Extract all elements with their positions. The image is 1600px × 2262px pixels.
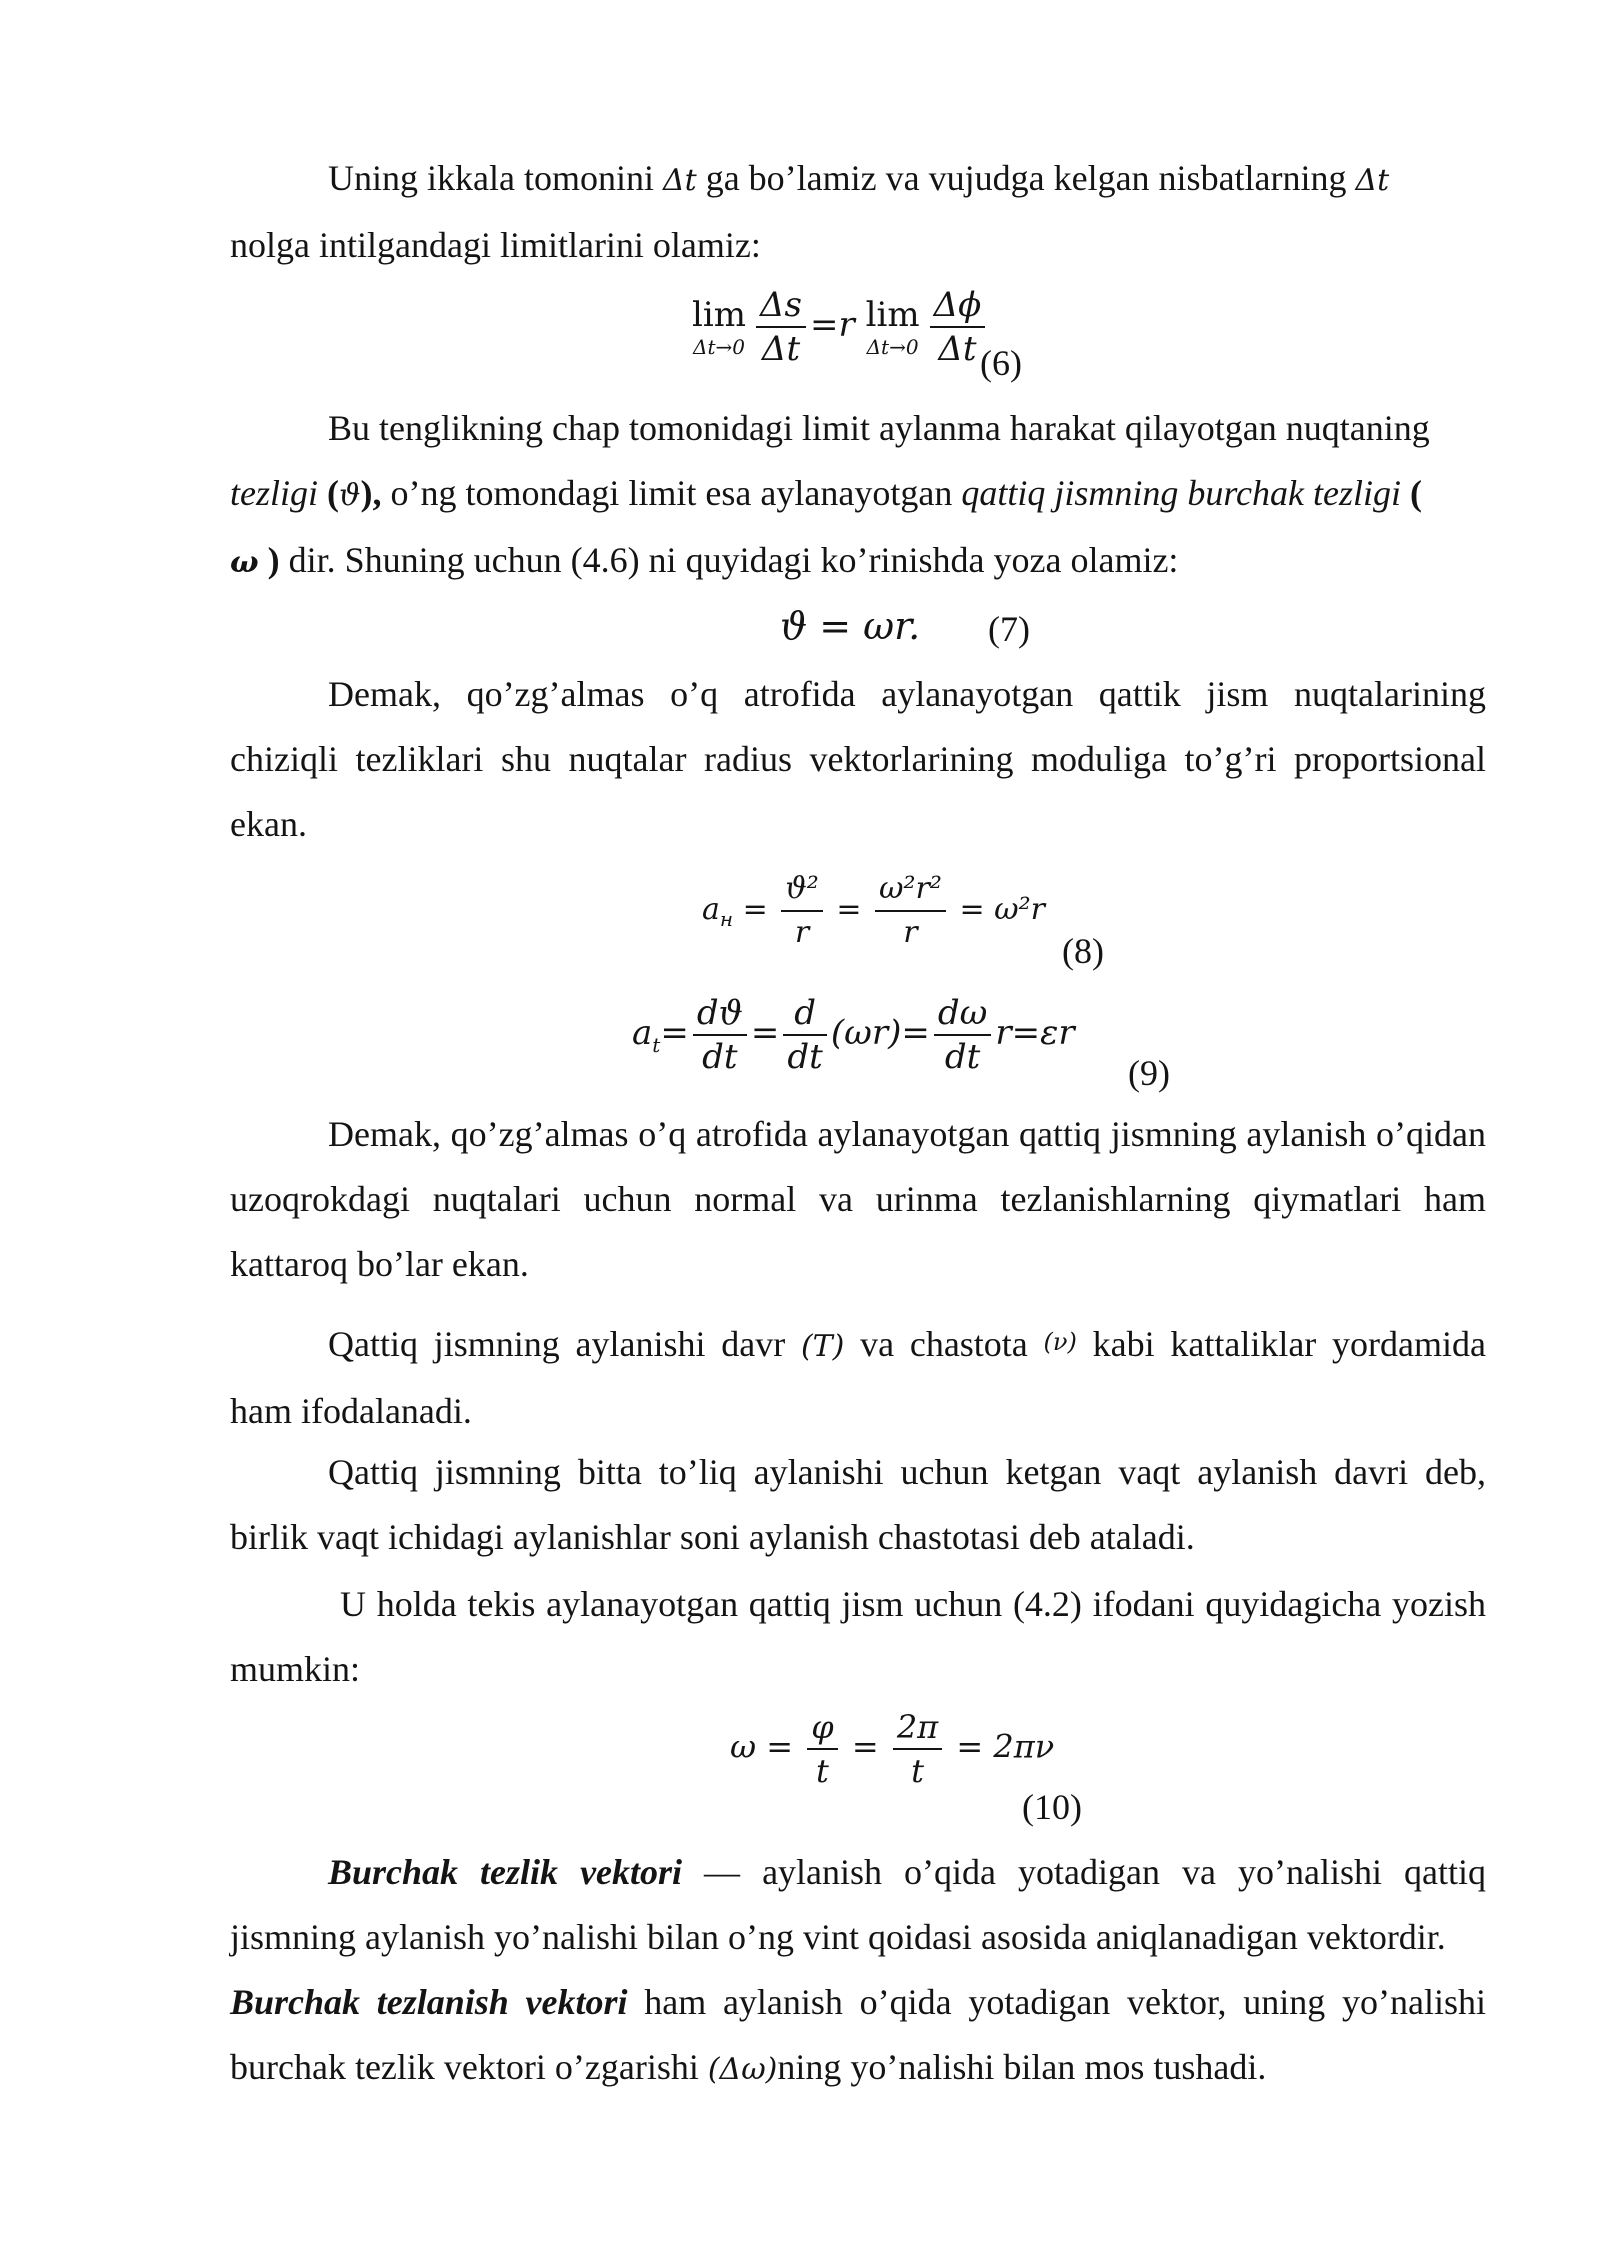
equation-text: = ω²r: [959, 892, 1045, 927]
text-span: Demak, qo’zg’almas o’q atrofida aylanayotgan qattik jism nuqtalarining chiziqli tezliklari shu nuqtalar radius vektorlarining moduliga to’g’ri proportsional ekan.: [230, 674, 1486, 844]
term-angular-velocity-vector: Burchak tezlik vektori: [328, 1852, 683, 1892]
math-period: (T): [800, 1329, 845, 1364]
text-span: Uning ikkala tomonini: [328, 158, 663, 198]
fraction: $\frac{d}{dt}$: [783, 992, 826, 1078]
text-span: (: [1400, 473, 1422, 513]
equation-text: a: [632, 1013, 653, 1053]
text-span: Qattiq jismning bitta to’liq aylanishi uchun ketgan vaqt aylanish davri deb, birlik vaqt ichidagi aylanishlar soni aylanish chastotasi deb ataladi.: [230, 1452, 1486, 1557]
text-span: — aylanish o’qida yotadigan va yo’nalishi qattiq jismning aylanish yo’nalishi bilan o’ng vint qoidasi asosida aniqlanadigan vektordir.: [230, 1852, 1486, 1957]
fraction: $\frac{\Delta s}{\Delta t}$: [756, 284, 806, 370]
text-span: tezligi: [230, 473, 318, 513]
equation-number: (7): [988, 609, 1030, 649]
equation-6: [692, 284, 989, 370]
fraction: $\frac{\Delta\phi}{\Delta t}$: [930, 284, 986, 370]
paragraph-definitions: [230, 1440, 1486, 1570]
math-delta-omega: (Δω): [707, 2052, 778, 2087]
paragraph-intro: [230, 146, 1486, 278]
term-angular-acceleration-vector: Burchak tezlanish vektori: [230, 1982, 628, 2022]
fraction: $\frac{\text{ϑ²}}{r}$: [781, 868, 822, 954]
equation-text: (ωr)=: [830, 1013, 930, 1053]
text-span: ning yo’nalishi bilan mos tushadi.: [777, 2047, 1267, 2087]
equation-text: r=εr: [995, 1013, 1075, 1053]
math-theta: ϑ: [339, 478, 361, 513]
fraction: $\frac{d\omega}{dt}$: [934, 992, 992, 1078]
paragraph-conclusion-2: [230, 1102, 1486, 1297]
text-span: Demak, qo’zg’almas o’q atrofida aylanayotgan qattiq jismning aylanish o’qidan uzoqrokdagi nuqtalari uchun normal va urinma tezlanishlarning qiymatlari ham kattaroq bo’lar ekan.: [230, 1114, 1486, 1284]
paragraph-uniform-rotation: [230, 1572, 1486, 1702]
equation-text: a: [702, 892, 720, 927]
limit-operator: lim Δt→0: [865, 295, 920, 359]
limit-operator: lim Δt→0: [692, 295, 746, 359]
text-span: ): [258, 540, 280, 580]
equation-number: (6): [980, 343, 1022, 383]
fraction: $\frac{2\pi}{t}$: [893, 1706, 942, 1792]
paragraph-period-frequency: [230, 1310, 1486, 1444]
equation-text: =r: [810, 305, 855, 345]
fraction: $\frac{dϑ}{dt}$: [693, 992, 747, 1078]
math-omega: ω: [230, 545, 259, 580]
equation-10: ω = $\frac{\varphi}{t}$ = $\frac{2\pi}{t}$ = 2πν: [730, 1708, 1055, 1790]
text-span: U holda tekis aylanayotgan qattiq jism uchun (4.2) ifodani quyidagicha yozish mumkin:: [230, 1584, 1486, 1689]
equation-number: (10): [1022, 1787, 1082, 1827]
text-span: o’ng tomondagi limit esa aylanayotgan: [381, 473, 962, 513]
text-span: (: [318, 473, 339, 513]
equation-text: ω =: [730, 1727, 794, 1766]
text-span: ham aylanish o’qida yotadigan vektor, uning yo’nalishi burchak tezlik vektori o’zgarishi: [230, 1982, 1486, 2087]
text-span: qattiq jismning burchak tezligi: [961, 473, 1401, 513]
text-span: nolga intilgandagi limitlarini olamiz:: [230, 225, 761, 265]
text-span: ga bo’lamiz va vujudga kelgan nisbatlarning: [696, 158, 1356, 198]
text-span: ),: [360, 473, 382, 513]
math-delta-t: Δt: [1355, 163, 1390, 198]
math-delta-t: Δt: [662, 163, 697, 198]
text-span: dir. Shuning uchun (4.6) ni quyidagi ko’rinishda yoza olamiz:: [279, 540, 1179, 580]
equation-text: = 2πν: [956, 1727, 1055, 1766]
equation-subscript: н: [719, 907, 734, 931]
text-span: va chastota: [844, 1324, 1044, 1364]
equation-number: (8): [1062, 931, 1104, 971]
math-frequency: (ν): [1043, 1328, 1077, 1356]
fraction: $\frac{\text{ω²r²}}{r}$: [875, 868, 946, 954]
paragraph-conclusion-1: [230, 662, 1486, 857]
equation-7: ϑ = ωr.: [780, 604, 921, 648]
equation-8: $a_н$ = $\frac{\text{ϑ²}}{r}$ = $\frac{\text{ω²r²}}{r}$ = ω²r: [702, 868, 1045, 954]
text-span: Qattiq jismning aylanishi davr: [328, 1324, 801, 1364]
fraction: $\frac{\varphi}{t}$: [807, 1706, 837, 1792]
equation-number: (9): [1128, 1053, 1170, 1093]
text-span: kabi kattaliklar yordamida ham ifodalanadi.: [230, 1324, 1486, 1431]
paragraph-velocity: [230, 396, 1486, 595]
equation-9: $a_t=$ $\frac{dϑ}{dt}$ = $\frac{d}{dt}$ (ωr)= $\frac{d\omega}{dt}$ r=εr: [632, 993, 1075, 1077]
paragraph-angular-velocity-vector: [230, 1840, 1486, 2102]
text-span: Bu tenglikning chap tomonidagi limit aylanma harakat qilayotgan nuqtaning: [328, 408, 1430, 448]
equation-subscript: t: [652, 1032, 661, 1057]
